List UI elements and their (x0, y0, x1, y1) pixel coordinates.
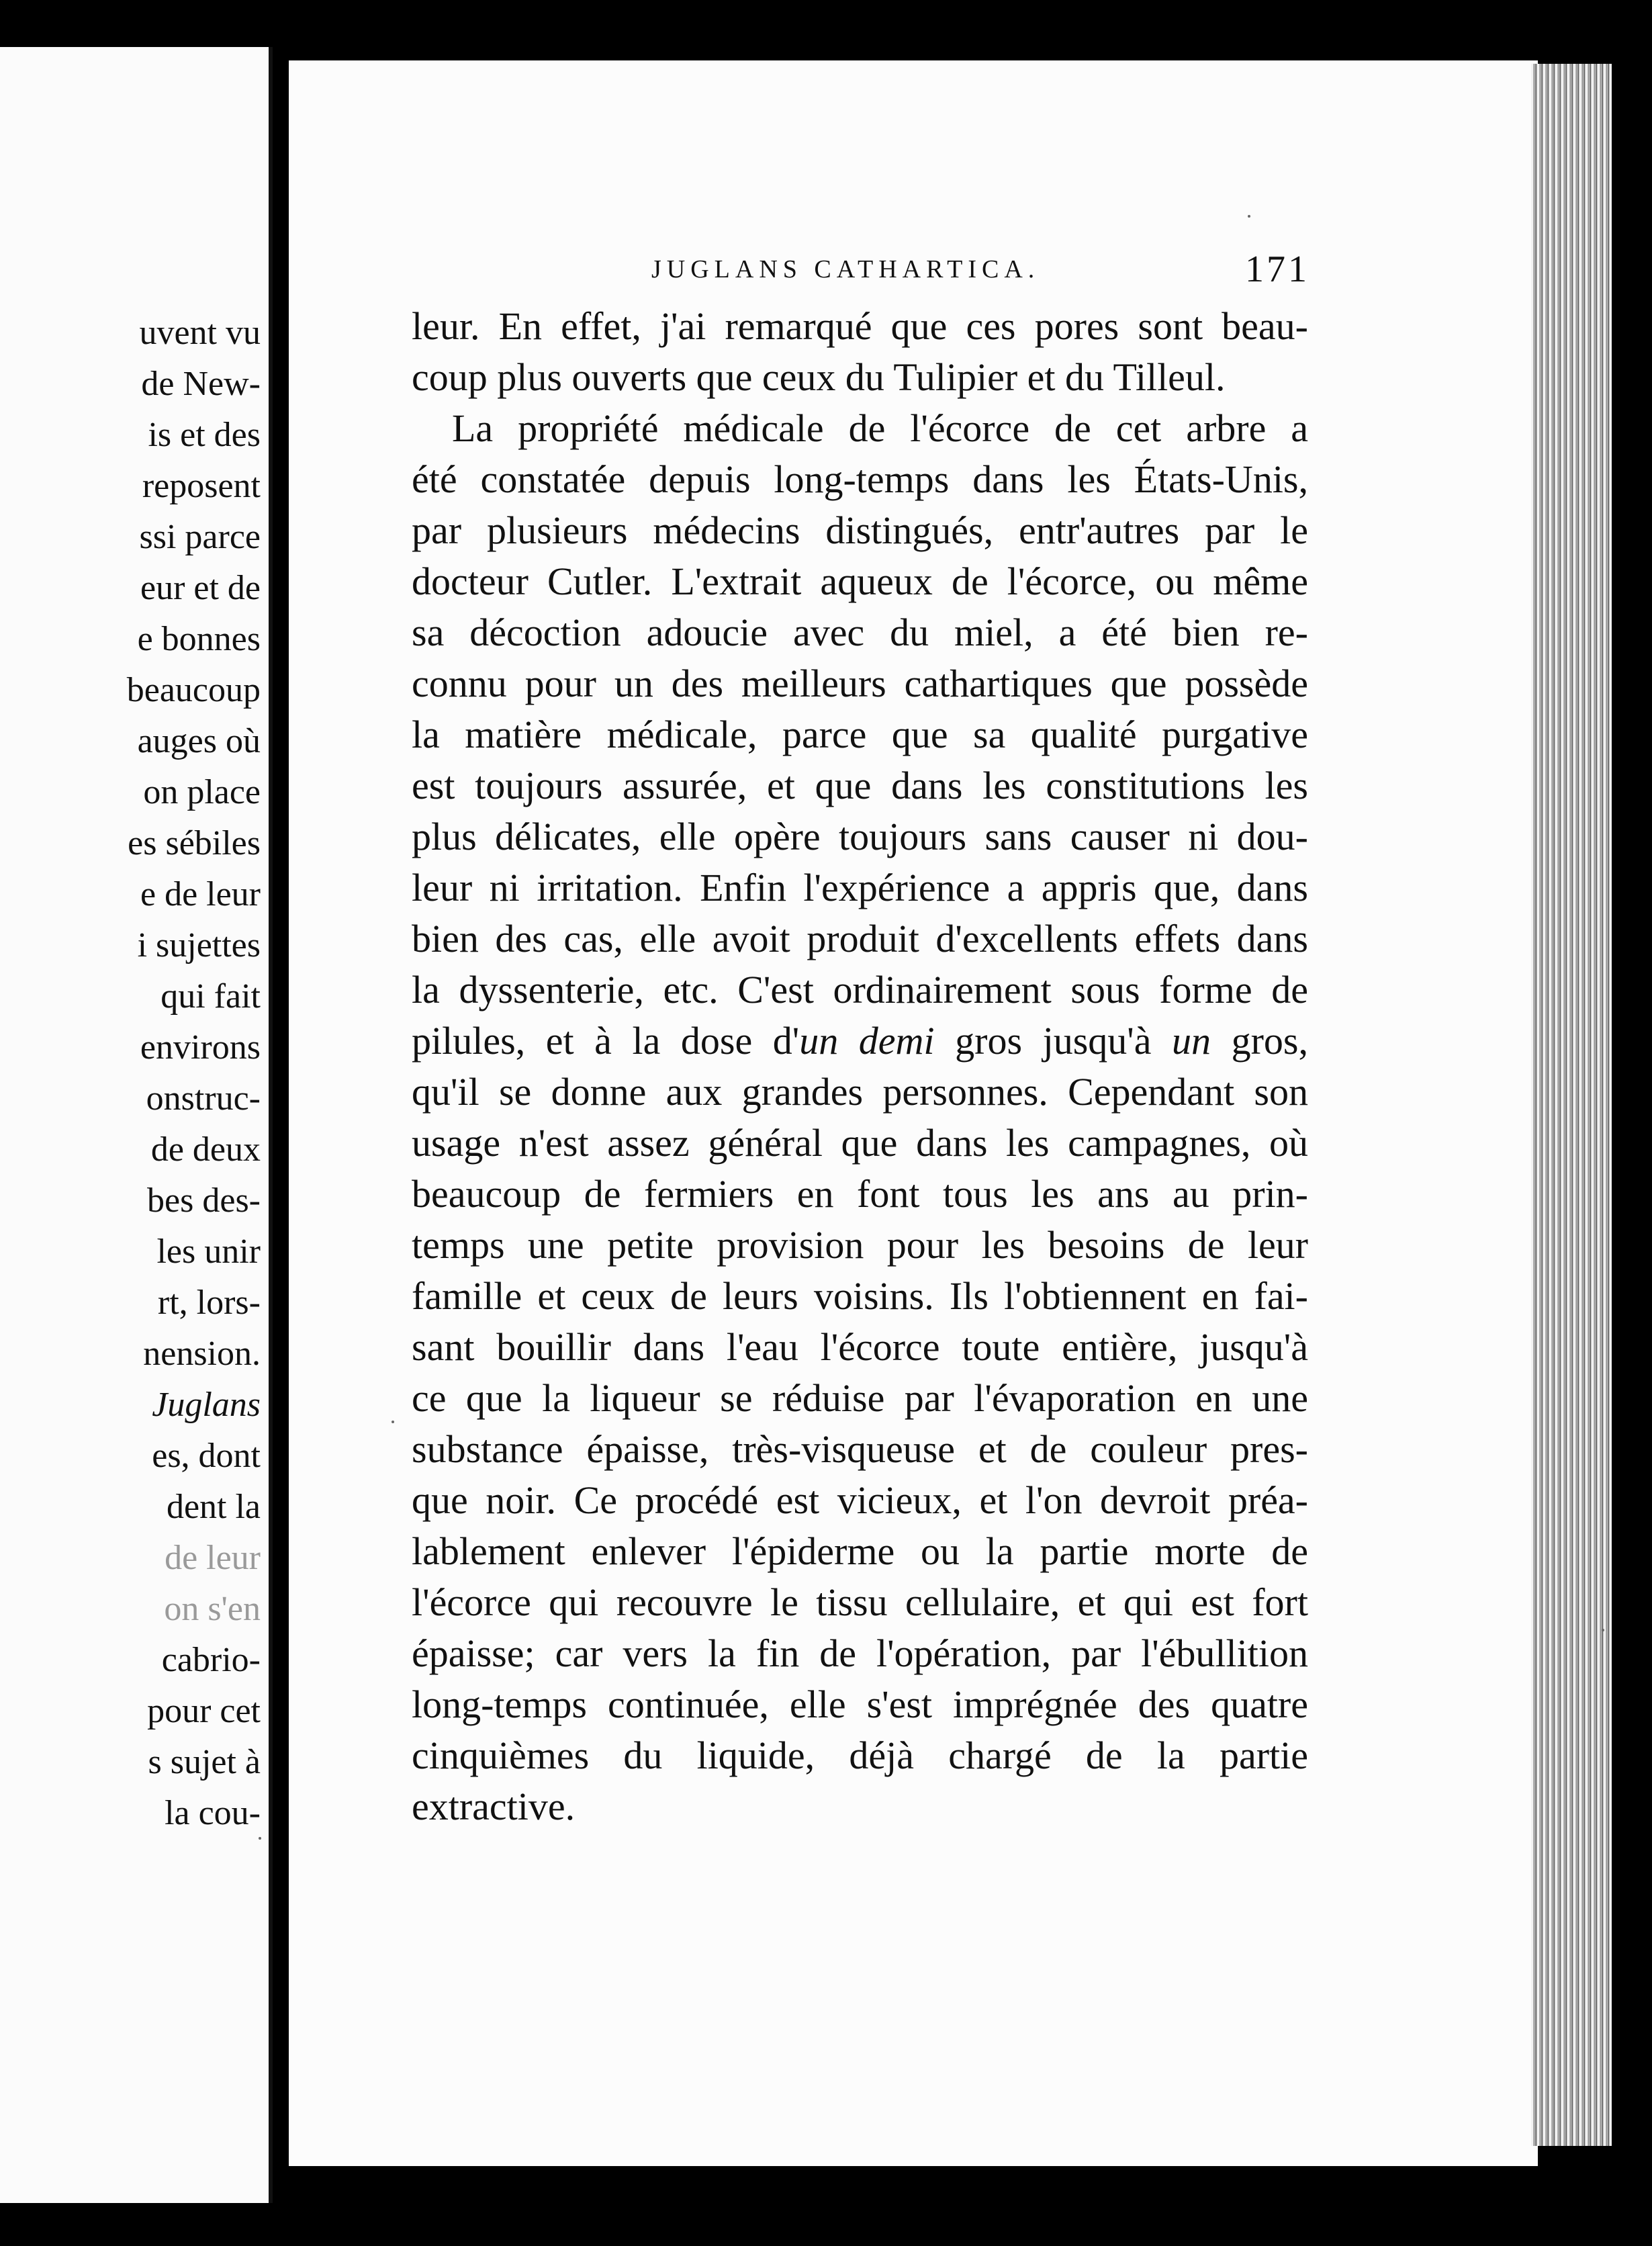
left-line: is et des (148, 416, 261, 454)
text-line: sant bouillir dans l'eau l'écorce toute entière, jusqu'à (412, 1325, 1308, 1369)
text-run: gros, (1211, 1019, 1309, 1063)
text-line: la matière médicale, parce que sa qualité purgative (412, 713, 1308, 756)
text-run: gros jusqu'à (934, 1019, 1173, 1063)
left-line: la cou- (165, 1794, 261, 1832)
left-line: es, dont (152, 1437, 261, 1475)
text-line: sa décoction adoucie avec du miel, a été bien re- (412, 611, 1308, 654)
page-number: 171 (1245, 249, 1310, 290)
text-line: leur ni irritation. Enfin l'expérience a appris que, dans (412, 866, 1308, 909)
dust-speck (1602, 1629, 1604, 1631)
left-line: de deux (150, 1130, 261, 1169)
text-line: l'écorce qui recouvre le tissu cellulaire, et qui est fort (412, 1580, 1308, 1624)
left-page-fragment (0, 47, 273, 2203)
left-line: Juglans (152, 1386, 261, 1424)
text-line: été constatée depuis long-temps dans les États-Unis, (412, 457, 1308, 501)
left-line: beaucoup (126, 671, 261, 709)
text-line: par plusieurs médecins distingués, entr'autres par le (412, 508, 1308, 552)
text-line: usage n'est assez général que dans les campagnes, où (412, 1121, 1308, 1165)
left-line: s sujet à (148, 1743, 261, 1781)
left-line: on place (143, 773, 261, 811)
left-line: de New- (141, 365, 261, 403)
text-line: extractive. (412, 1785, 576, 1828)
left-line: e de leur (140, 875, 261, 913)
text-line: cinquièmes du liquide, déjà chargé de la partie (412, 1734, 1308, 1777)
left-line: onstruc- (146, 1079, 261, 1118)
running-head (349, 249, 1310, 289)
running-title: JUGLANS CATHARTICA. (651, 255, 1040, 283)
left-line: reposent (142, 467, 261, 505)
dust-speck (259, 1837, 261, 1840)
left-line: qui fait (160, 977, 261, 1016)
page-edge-stack (1531, 64, 1612, 2146)
left-line: environs (140, 1028, 261, 1067)
text-line: la dyssenterie, etc. C'est ordinairement sous forme de (412, 968, 1308, 1012)
text-run: pilules, et à la dose d' (412, 1019, 800, 1063)
text-line: famille et ceux de leurs voisins. Ils l'obtiennent en fai- (412, 1274, 1308, 1318)
text-line: qu'il se donne aux grandes personnes. Cependant son (412, 1070, 1308, 1114)
text-line: La propriété médicale de l'écorce de cet arbre a (452, 406, 1308, 450)
dust-speck (1248, 215, 1250, 218)
text-line: substance épaisse, très-visqueuse et de couleur pres- (412, 1427, 1308, 1471)
text-line: docteur Cutler. L'extrait aqueux de l'écorce, ou même (412, 559, 1308, 603)
left-line: cabrio- (161, 1641, 261, 1679)
left-line: les unir (156, 1232, 261, 1271)
left-line: e bonnes (137, 620, 261, 658)
dust-speck (392, 1421, 394, 1423)
left-line: on s'en (164, 1590, 261, 1628)
left-line: rt, lors- (157, 1284, 261, 1322)
text-line: coup plus ouverts que ceux du Tulipier et du Tilleul. (412, 355, 1226, 399)
left-line: bes des- (147, 1181, 261, 1220)
left-line: uvent vu (139, 314, 261, 352)
left-line: eur et de (140, 569, 261, 607)
left-page-text (127, 308, 261, 1839)
left-line: ssi parce (139, 518, 261, 556)
text-line: ce que la liqueur se réduise par l'évaporation en une (412, 1376, 1308, 1420)
italic-run: un (1172, 1019, 1211, 1063)
left-line: auges où (137, 722, 261, 760)
body-text (412, 301, 1308, 1832)
left-line: de leur (165, 1539, 261, 1577)
text-line: beaucoup de fermiers en font tous les ans au prin- (412, 1172, 1308, 1216)
left-line: es sébiles (128, 824, 261, 862)
text-line: temps une petite provision pour les besoins de leur (412, 1223, 1308, 1267)
text-line: leur. En effet, j'ai remarqué que ces pores sont beau- (412, 304, 1308, 348)
text-line: long-temps continuée, elle s'est imprégnée des quatre (412, 1682, 1308, 1726)
text-line: lablement enlever l'épiderme ou la partie morte de (412, 1529, 1308, 1573)
text-line: épaisse; car vers la fin de l'opération, par l'ébullition (412, 1631, 1308, 1675)
left-line: i sujettes (137, 926, 261, 964)
italic-run: un demi (799, 1019, 935, 1063)
text-line: connu pour un des meilleurs cathartiques que possède (412, 662, 1308, 705)
left-line: dent la (166, 1488, 261, 1526)
left-line: pour cet (147, 1692, 261, 1730)
text-line: bien des cas, elle avoit produit d'excellents effets dans (412, 917, 1308, 960)
left-line: nension. (143, 1335, 261, 1373)
text-line: plus délicates, elle opère toujours sans causer ni dou- (412, 815, 1308, 858)
text-line: que noir. Ce procédé est vicieux, et l'on devroit préa- (412, 1478, 1308, 1522)
text-line-with-italics (412, 1016, 1308, 1067)
text-line: est toujours assurée, et que dans les constitutions les (412, 764, 1308, 807)
